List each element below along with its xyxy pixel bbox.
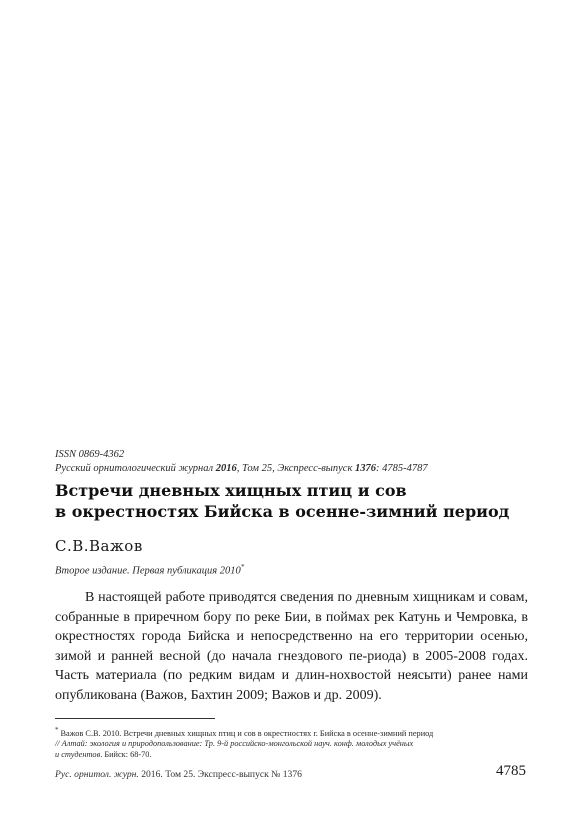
footer-journal-abbrev: Рус. орнитол. журн. bbox=[55, 769, 139, 780]
footnote-mark: * bbox=[55, 727, 59, 734]
running-footer bbox=[55, 769, 302, 780]
citation-volume: , Том 25, Экспресс-выпуск bbox=[236, 462, 356, 474]
footer-issue-text: 2016. Том 25. Экспресс-выпуск № 1376 bbox=[138, 769, 302, 780]
author: С.В.Важов bbox=[55, 537, 143, 555]
page-number: 4785 bbox=[496, 763, 526, 779]
issn: ISSN 0869-4362 bbox=[55, 449, 125, 460]
footnote-divider bbox=[55, 718, 215, 719]
edition-note bbox=[55, 563, 244, 577]
citation-pages: : 4785-4787 bbox=[376, 462, 428, 474]
footnote bbox=[55, 726, 535, 760]
footnote-line-3 bbox=[55, 750, 535, 761]
title-line-2: в окрестностях Бийска в осенне-зимний период bbox=[55, 502, 510, 521]
footnote-line-2 bbox=[55, 739, 535, 750]
body-paragraph: В настоящей работе приводятся сведения по дневным хищникам и совам, собранные в приречном бору по реке Бии, в поймах рек Катунь и Чемровка, в окрестностях города Бийска и непосредственно на его территории осенью, зимой и ранней весной (до начала гнездового пе-риода) в 2005-2008 годах. Часть материала (по редким видам и длин-нохвостой неясыти) ранее нами опубликована (Важов, Бахтин 2009; Важов и др. 2009). bbox=[55, 590, 528, 703]
footnote-line-1-text: Важов С.В. 2010. Встречи дневных хищных птиц и сов в окрестностях г. Бийска в осенне-зимний период bbox=[58, 728, 434, 738]
footnote-line-2-text: // Алтай: экология и природопользование: Тр. 9-й российско-монгольской науч. конф. молодых учёных bbox=[55, 739, 414, 749]
footnote-marker: * bbox=[240, 563, 245, 571]
citation-prefix: Русский орнитологический журнал bbox=[55, 462, 216, 474]
footnote-line-3-rest: . Бийск: 68-70. bbox=[100, 749, 152, 759]
title-line-1: Встречи дневных хищных птиц и сов bbox=[55, 481, 407, 500]
footnote-line-3-italic: и студентов bbox=[55, 749, 101, 759]
journal-header bbox=[55, 448, 535, 475]
edition-note-text: Второе издание. Первая публикация 2010 bbox=[55, 565, 241, 577]
citation bbox=[55, 462, 535, 476]
footnote-line-1 bbox=[55, 726, 535, 739]
citation-year: 2016 bbox=[215, 462, 237, 474]
article-title bbox=[55, 480, 535, 522]
citation-issue: 1376 bbox=[355, 462, 377, 474]
